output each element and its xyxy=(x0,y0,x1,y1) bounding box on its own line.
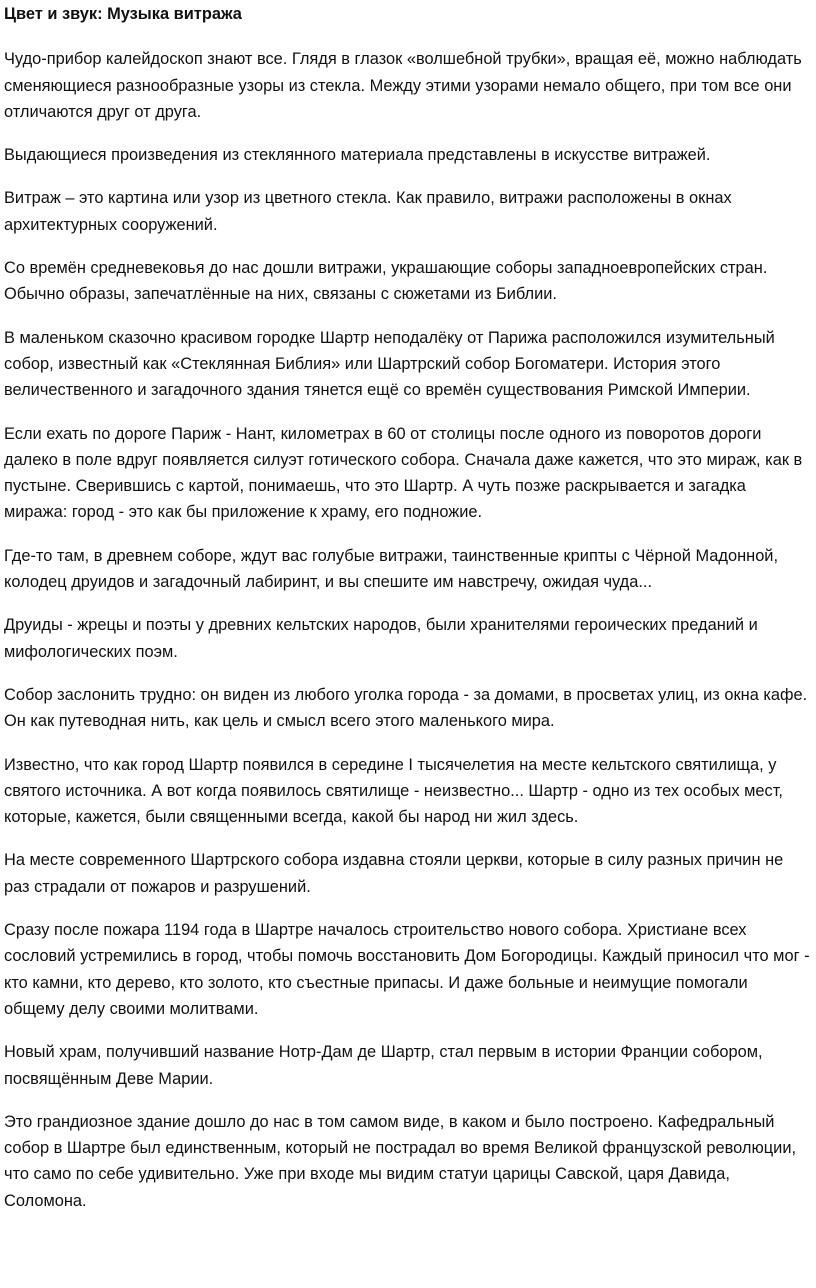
paragraph-kaleidoscope: Чудо-прибор калейдоскоп знают все. Глядя в глазок «волшебной трубки», вращая её, можно наблюдать сменяющиеся разнообразные узоры из стекла. Между этими узорами немало общего, при том все они отличаются друг от друга. xyxy=(4,50,802,121)
paragraph-stained-glass-definition: Витраж – это картина или узор из цветного стекла. Как правило, витражи расположены в окнах архитектурных сооружений. xyxy=(4,189,732,234)
document-title: Цвет и звук: Музыка витража xyxy=(4,5,242,23)
paragraph-medieval-windows: Со времён средневековья до нас дошли витражи, украшающие соборы западноевропейских стран. Обычно образы, запечатлённые на них, связаны с сюжетами из Библии. xyxy=(4,259,768,304)
paragraph-earlier-churches: На месте современного Шартрского собора издавна стояли церкви, которые в силу разных причин не раз страдали от пожаров и разрушений. xyxy=(4,851,784,896)
paragraph-road-paris-nantes: Если ехать по дороге Париж - Нант, километрах в 60 от столицы после одного из поворотов дороги далеко в поле вдруг появляется силуэт готического собора. Сначала даже кажется, что это мираж, как в пустыне. Сверившись с картой, понимаешь, что это Шартр. А чуть позже раскрывается и загадка миража: город - это как бы приложение к храму, его подножие. xyxy=(4,424,803,522)
paragraph-chartres-cathedral: В маленьком сказочно красивом городке Шартр неподалёку от Парижа расположился изумительный собор, известный как «Стеклянная Библия» или Шартрский собор Богоматери. История этого величественного и загадочного здания тянется ещё со времён существования Римской Империи. xyxy=(4,328,775,400)
paragraph-visible-everywhere: Собор заслонить трудно: он виден из любого уголка города - за домами, в просветах улиц, из окна кафе. Он как путеводная нить, как цель и смысл всего этого маленького мира. xyxy=(4,685,808,731)
paragraph-preserved-building: Это грандиозное здание дошло до нас в том самом виде, в каком и было построено. Кафедральный собор в Шартре был единственным, который не пострадал во время Великой французской революции, что само по себе удивительно. Уже при входе мы видим статуи царицы Савской, царя Давида, Соломона. xyxy=(4,1112,797,1210)
paragraph-glass-works: Выдающиеся произведения из стеклянного материала представлены в искусстве витражей. xyxy=(4,146,711,165)
paragraph-druids: Друиды - жрецы и поэты у древних кельтских народов, были хранителями героических преданий и мифологических поэм. xyxy=(4,616,758,661)
paragraph-notre-dame: Новый храм, получивший название Нотр-Дам де Шартр, стал первым в истории Франции собором, посвящённым Деве Марии. xyxy=(4,1043,763,1088)
paragraph-fire-1194: Сразу после пожара 1194 года в Шартре началось строительство нового собора. Христиане всех сословий устремились в город, чтобы помочь восстановить Дом Богородицы. Каждый приносил что мог - кто камни, кто дерево, кто золото, кто съестные припасы. И даже больные и неимущие помогали общему делу своими молитвами. xyxy=(4,921,810,1018)
paragraph-blue-windows: Где-то там, в древнем соборе, ждут вас голубые витражи, таинственные крипты с Чёрной Мадонной, колодец друидов и загадочный лабиринт, и вы спешите им навстречу, ожидая чуда... xyxy=(4,546,779,592)
paragraph-city-origin: Известно, что как город Шартр появился в середине I тысячелетия на месте кельтского святилища, у святого источника. А вот когда появилось святилище - неизвестно... Шартр - одно из тех особых мест, которые, кажется, были священными всегда, какой бы народ ни жил здесь. xyxy=(4,755,783,827)
